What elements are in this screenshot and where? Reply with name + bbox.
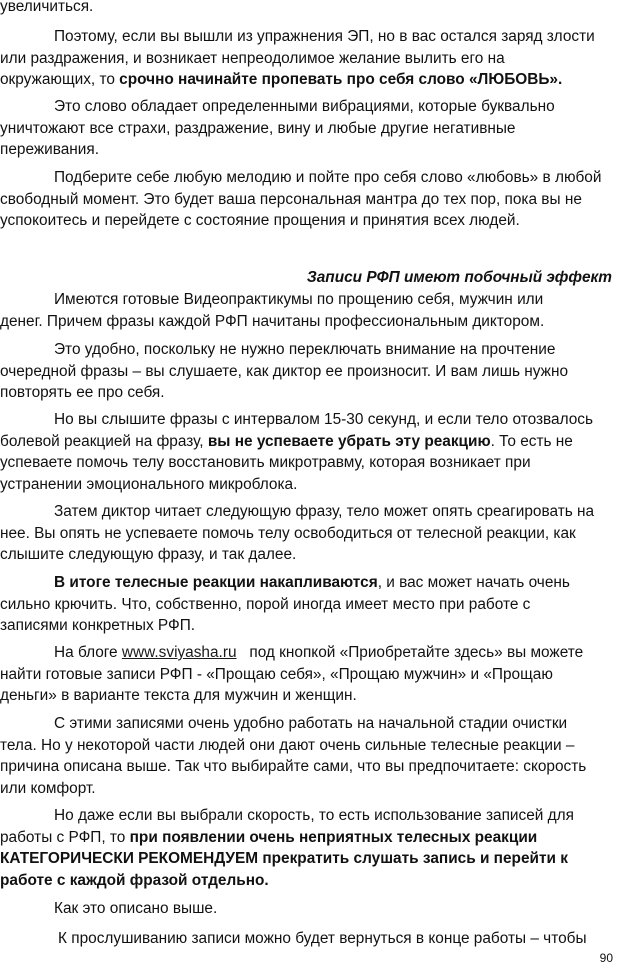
text-line: свободный момент. Это будет ваша персональная мантра до тех пор, пока вы не bbox=[0, 190, 582, 208]
text-line bbox=[0, 848, 612, 870]
text-line: очередной фразы – вы слушаете, как диктор ее произносит. И вам лишь нужно bbox=[0, 362, 569, 380]
text-line: С этими записями очень удобно работать на начальной стадии очистки bbox=[54, 715, 568, 732]
paragraph-10 bbox=[0, 713, 612, 799]
bold-text: вы не успеваете убрать эту реакцию bbox=[207, 432, 491, 450]
text-line: деньги» в варианте текста для мужчин и женщин. bbox=[0, 687, 357, 705]
text-line bbox=[0, 642, 612, 664]
text-line: причина описана выше. Так что выбирайте сами, что вы предпочитаете: скорость bbox=[0, 758, 587, 776]
text-line: Но вы слышите фразы с интервалом 15-30 секунд, и если тело отозвалось bbox=[54, 411, 594, 428]
paragraph-3 bbox=[0, 167, 612, 232]
text-line: К прослушиванию записи можно будет вернуться в конце работы – чтобы bbox=[58, 930, 587, 947]
text-line: Поэтому, если вы вышли из упражнения ЭП, но в вас остался заряд злости bbox=[54, 28, 595, 45]
blog-link[interactable]: www.sviyasha.ru bbox=[121, 644, 237, 661]
text-segment: окружающих, то bbox=[0, 71, 120, 89]
paragraph-12 bbox=[0, 898, 612, 920]
paragraph-4 bbox=[0, 289, 612, 332]
text-line: повторять ее про себя. bbox=[0, 384, 165, 402]
text-line bbox=[0, 827, 612, 849]
paragraph-1 bbox=[0, 26, 612, 91]
paragraph-2 bbox=[0, 96, 612, 161]
paragraph-8 bbox=[0, 572, 612, 637]
text-line: успокоитесь и перейдете с состояние прощения и принятия всех людей. bbox=[0, 212, 520, 230]
bold-text: работе с каждой фразой отдельно. bbox=[0, 871, 269, 889]
text-segment: , и вас может начать очень bbox=[377, 574, 570, 591]
text-line: сильно крючить. Что, собственно, порой иногда имеет место при работе с bbox=[0, 595, 531, 613]
text-segment: . То есть не bbox=[490, 432, 573, 450]
text-segment: работы с РФП, то bbox=[0, 828, 130, 846]
paragraph-6 bbox=[0, 409, 612, 495]
text-line: нее. Вы опять не успеваете помочь телу освободиться от телесной реакции, как bbox=[0, 524, 576, 542]
bold-text: КАТЕГОРИЧЕСКИ РЕКОМЕНДУЕМ прекратить слушать запись и перейти к bbox=[0, 850, 568, 868]
text-line: успеваете помочь телу восстановить микротравму, которая возникает при bbox=[0, 454, 531, 472]
text-line bbox=[0, 431, 612, 453]
text-line: Как это описано выше. bbox=[54, 900, 218, 917]
text-line: Имеются готовые Видеопрактикумы по прощению себя, мужчин или bbox=[54, 291, 544, 308]
text-line: слышите следующую фразу, и так далее. bbox=[0, 546, 297, 564]
text-segment: болевой реакцией на фразу, bbox=[0, 432, 208, 450]
text-line: записями конкретных РФП. bbox=[0, 617, 196, 635]
text-segment: На блоге bbox=[54, 644, 122, 661]
paragraph-9 bbox=[0, 642, 612, 707]
section-heading: Записи РФП имеют побочный эффект bbox=[306, 269, 612, 286]
paragraph-11 bbox=[0, 805, 612, 891]
text-line: или раздражения, и возникает непреодолимое желание вылить его на bbox=[0, 49, 505, 67]
bold-text: при появлении очень неприятных телесных реакции bbox=[129, 828, 538, 846]
paragraph-5 bbox=[0, 339, 612, 404]
text-line: или комфорт. bbox=[0, 779, 96, 797]
text-segment: под кнопкой «Приобретайте здесь» вы можете bbox=[236, 644, 584, 661]
page-number: 90 bbox=[599, 951, 613, 965]
text-line: денег. Причем фразы каждой РФП начитаны профессиональным диктором. bbox=[0, 312, 545, 330]
text-line: тела. Но у некоторой части людей они дают очень сильные телесные реакции – bbox=[0, 736, 575, 754]
paragraph-0 bbox=[0, 0, 612, 18]
text-line: Это удобно, поскольку не нужно переключать внимание на прочтение bbox=[54, 341, 556, 358]
text-line bbox=[0, 69, 612, 91]
text-line: переживания. bbox=[0, 141, 100, 159]
paragraph-13 bbox=[0, 928, 612, 950]
text-line: устранении эмоционального микроблока. bbox=[0, 475, 298, 493]
text-line: Это слово обладает определенными вибрациями, которые буквально bbox=[54, 98, 555, 115]
text-line: уничтожают все страхи, раздражение, вину и любые другие негативные bbox=[0, 119, 516, 137]
bold-text: срочно начинайте пропевать про себя слово «ЛЮБОВЬ». bbox=[119, 71, 563, 89]
bold-text: В итоге телесные реакции накапливаются bbox=[54, 574, 378, 591]
text-line: Затем диктор читает следующую фразу, тело может опять среагировать на bbox=[54, 503, 595, 520]
text-line: Но даже если вы выбрали скорость, то есть использование записей для bbox=[54, 807, 574, 824]
text-line: увеличиться. bbox=[0, 0, 94, 15]
paragraph-7 bbox=[0, 501, 612, 566]
text-line bbox=[0, 572, 612, 594]
text-line: Подберите себе любую мелодию и пойте про себя слово «любовь» в любой bbox=[54, 169, 602, 186]
text-line bbox=[0, 870, 612, 892]
text-line: найти готовые записи РФП - «Прощаю себя», «Прощаю мужчин» и «Прощаю bbox=[0, 665, 553, 683]
